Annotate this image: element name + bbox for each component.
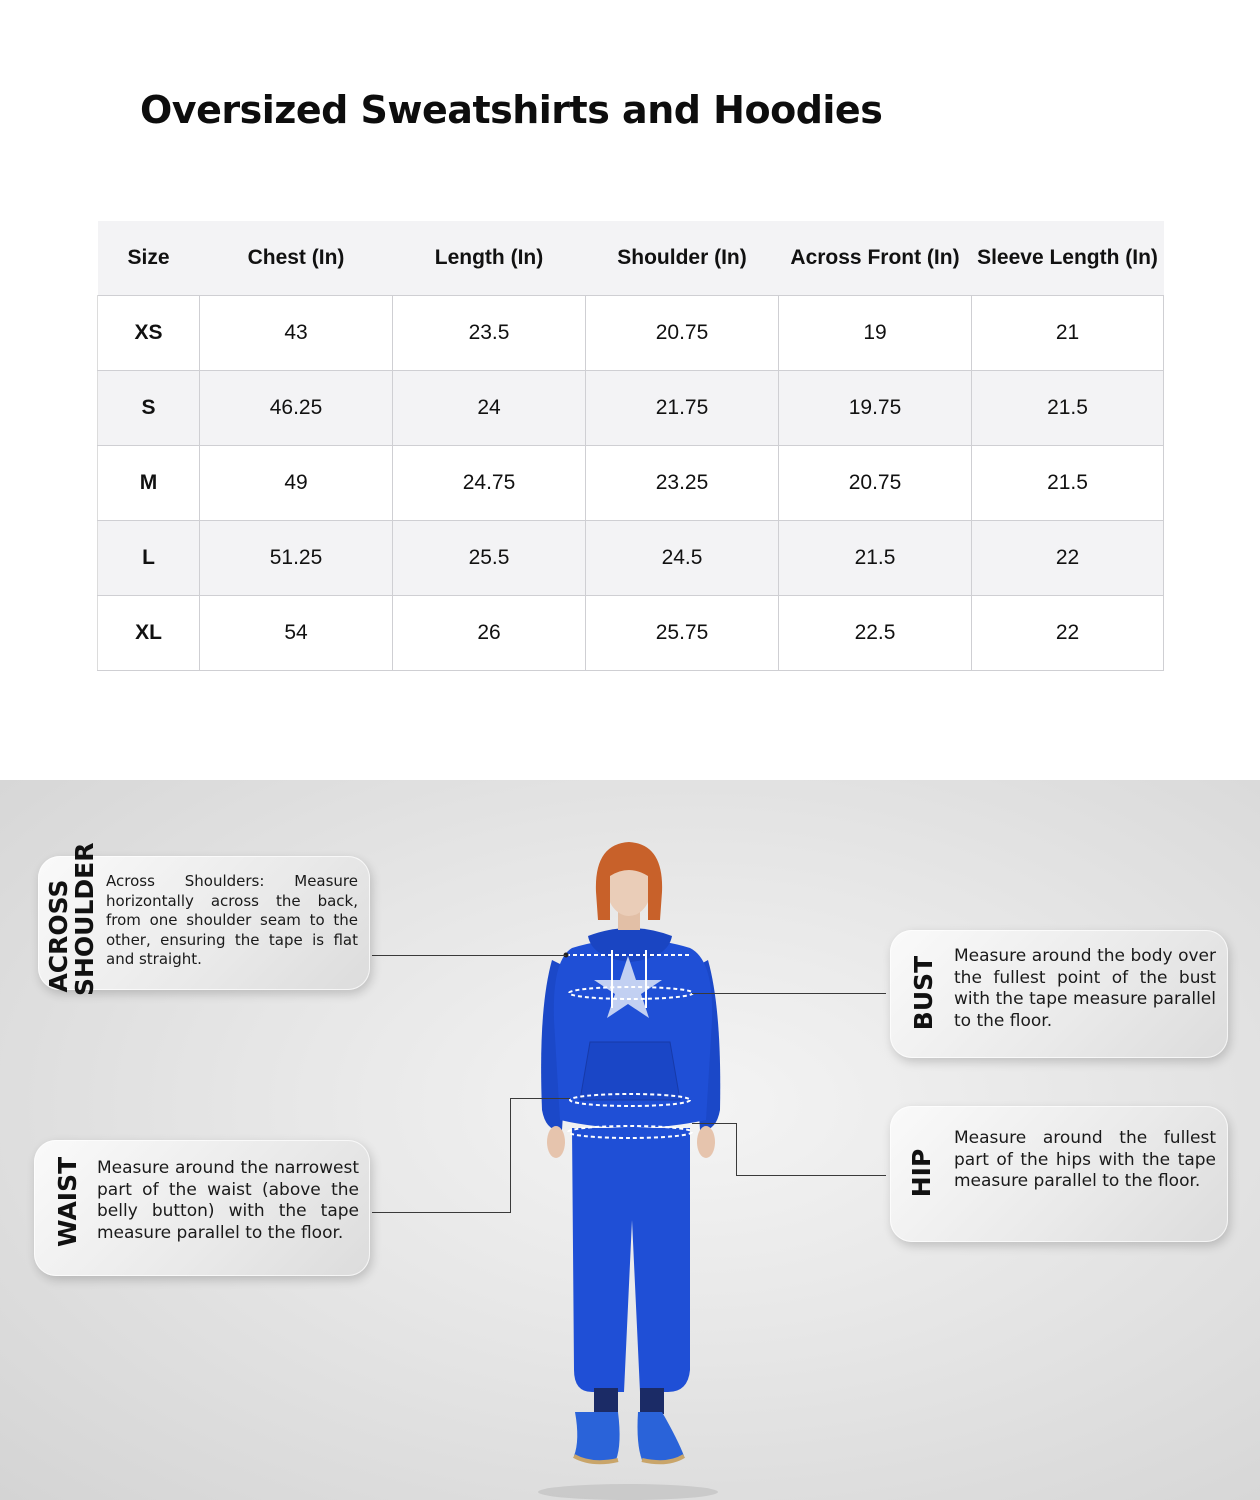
- table-cell: 21.5: [972, 446, 1164, 521]
- table-cell: 19.75: [779, 371, 972, 446]
- table-cell: 22: [972, 521, 1164, 596]
- size-label: XS: [98, 296, 200, 371]
- table-cell: 51.25: [200, 521, 393, 596]
- table-cell: 22.5: [779, 596, 972, 671]
- table-cell: 19: [779, 296, 972, 371]
- waist-leader-h1: [372, 1212, 510, 1213]
- size-label: M: [98, 446, 200, 521]
- table-cell: 25.75: [586, 596, 779, 671]
- hip-label: HIP: [907, 1148, 936, 1198]
- table-cell: 24.75: [393, 446, 586, 521]
- table-cell: 21.5: [972, 371, 1164, 446]
- table-row: [98, 446, 1164, 521]
- table-cell: 21: [972, 296, 1164, 371]
- measurement-guide-photo: [0, 780, 1260, 1500]
- bust-card: [890, 930, 1228, 1058]
- header-sleeve-length: Sleeve Length (In): [972, 221, 1164, 296]
- hip-leader-h2: [736, 1175, 886, 1176]
- across-shoulder-label: ACROSS SHOULDER: [44, 842, 99, 996]
- header-length: Length (In): [393, 221, 586, 296]
- hip-leader-h1: [692, 1123, 736, 1124]
- header-across-front: Across Front (In): [779, 221, 972, 296]
- waist-leader-v: [510, 1098, 511, 1213]
- table-cell: 25.5: [393, 521, 586, 596]
- table-cell: 24.5: [586, 521, 779, 596]
- table-cell: 22: [972, 596, 1164, 671]
- table-cell: 43: [200, 296, 393, 371]
- header-shoulder: Shoulder (In): [586, 221, 779, 296]
- table-cell: 49: [200, 446, 393, 521]
- table-row: [98, 371, 1164, 446]
- size-label: XL: [98, 596, 200, 671]
- table-header-row: [98, 221, 1164, 296]
- size-label: S: [98, 371, 200, 446]
- bust-label: BUST: [909, 955, 938, 1031]
- table-cell: 24: [393, 371, 586, 446]
- bust-leader: [692, 993, 886, 994]
- table-cell: 23.25: [586, 446, 779, 521]
- table-cell: 54: [200, 596, 393, 671]
- waist-description: Measure around the narrowest part of the waist (above the belly button) with the tape measure parallel to the floor.: [97, 1158, 359, 1243]
- table-cell: 21.75: [586, 371, 779, 446]
- header-size: Size: [98, 221, 200, 296]
- table-cell: 20.75: [779, 446, 972, 521]
- across-shoulder-description: Across Shoulders: Measure horizontally across the back, from one shoulder seam to the other, ensuring the tape is flat and straight.: [106, 872, 358, 968]
- table-row: [98, 296, 1164, 371]
- table-cell: 23.5: [393, 296, 586, 371]
- hip-description: Measure around the fullest part of the hips with the tape measure parallel to the floor.: [954, 1128, 1216, 1191]
- waist-card: [34, 1140, 370, 1276]
- table-row: [98, 521, 1164, 596]
- page-title: Oversized Sweatshirts and Hoodies: [140, 88, 883, 132]
- table-row: [98, 596, 1164, 671]
- across-shoulder-leader: [372, 955, 566, 956]
- hip-card: [890, 1106, 1228, 1242]
- size-chart-table: [97, 221, 1164, 671]
- table-cell: 21.5: [779, 521, 972, 596]
- waist-label: WAIST: [53, 1156, 82, 1247]
- waist-leader-h2: [510, 1098, 570, 1099]
- hip-leader-v: [736, 1123, 737, 1175]
- size-label: L: [98, 521, 200, 596]
- table-cell: 26: [393, 596, 586, 671]
- table-cell: 46.25: [200, 371, 393, 446]
- table-cell: 20.75: [586, 296, 779, 371]
- across-shoulder-card: [38, 842, 370, 996]
- bust-description: Measure around the body over the fullest point of the bust with the tape measure parallel to the floor.: [954, 946, 1216, 1031]
- header-chest: Chest (In): [200, 221, 393, 296]
